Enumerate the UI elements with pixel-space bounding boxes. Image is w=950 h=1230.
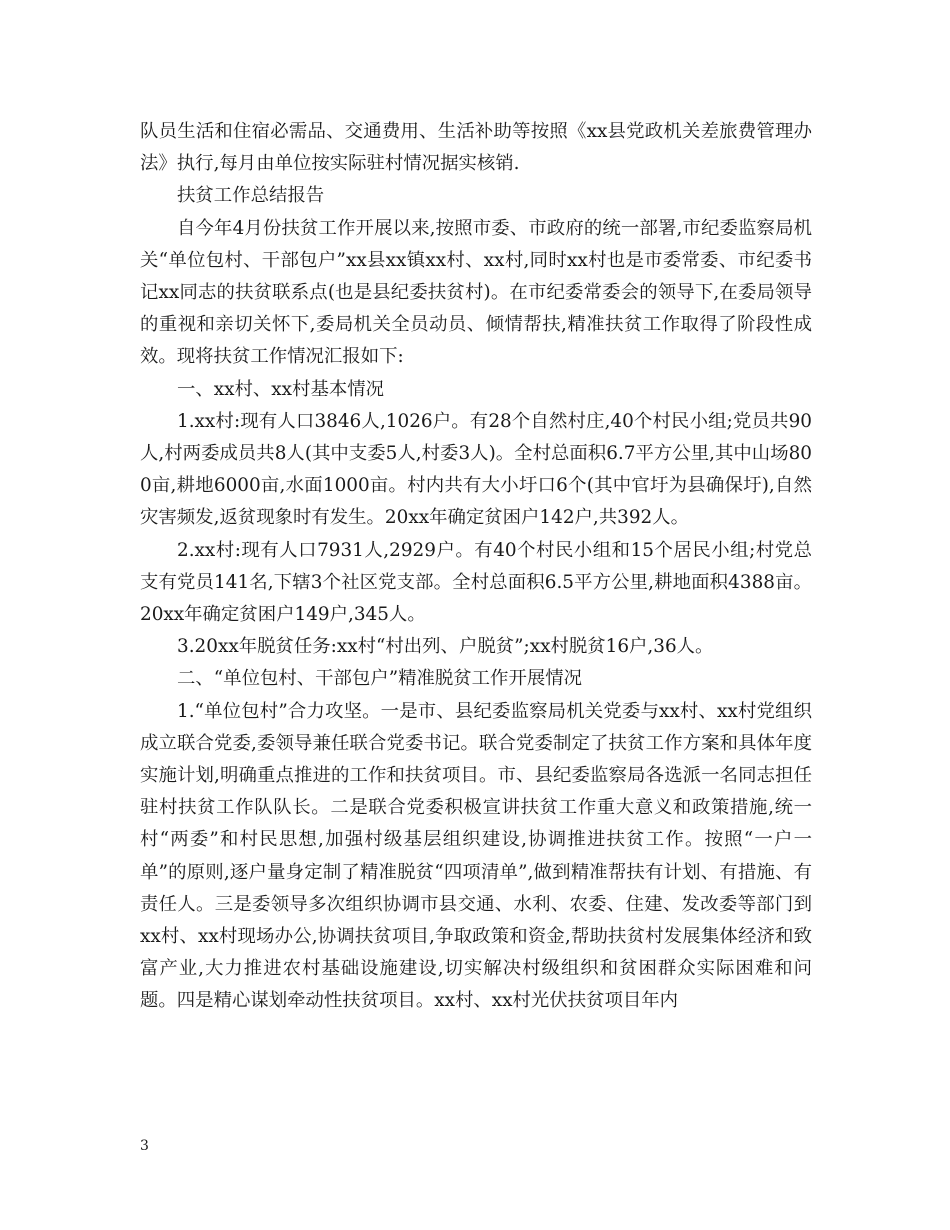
paragraph-poverty-task: 3.20xx年脱贫任务:xx村“村出列、户脱贫”;xx村脱贫16户,36人。 bbox=[177, 636, 714, 658]
document-body bbox=[140, 116, 812, 1018]
heading-basic-situation: 一、xx村、xx村基本情况 bbox=[177, 378, 385, 400]
paragraph-village-2: 2.xx村:现有人口7931人,2929户。有40个村民小组和15个居民小组;村党总支有党员141名,下辖3个社区党支部。全村总面积6.5平方公里,耕地面积4388亩。20xx年确定贫困户149户,345人。 bbox=[140, 539, 812, 626]
paragraph-village-1: 1.xx村:现有人口3846人,1026户。有28个自然村庄,40个村民小组;党员共90人,村两委成员共8人(其中支委5人,村委3人)。全村总面积6.7平方公里,其中山场800亩,耕地6000亩,水面1000亩。村内共有大小圩口6个(其中官圩为县确保圩),自然灾害频发,返贫现象时有发生。20xx年确定贫困户142户,共392人。 bbox=[140, 410, 812, 529]
paragraph-intro: 自今年4月份扶贫工作开展以来,按照市委、市政府的统一部署,市纪委监察局机关“单位包村、干部包户”xx县xx镇xx村、xx村,同时xx村也是市委常委、市纪委书记xx同志的扶贫联系点(也是县纪委扶贫村)。在市纪委常委会的领导下,在委局领导的重视和亲切关怀下,委局机关全员动员、倾情帮扶,精准扶贫工作取得了阶段性成效。现将扶贫工作情况汇报如下: bbox=[140, 217, 812, 368]
paragraph-continuation: 队员生活和住宿必需品、交通费用、生活补助等按照《xx县党政机关差旅费管理办法》执行,每月由单位按实际驻村情况据实核销. bbox=[140, 121, 812, 175]
heading-work-progress: 二、“单位包村、干部包户”精准脱贫工作开展情况 bbox=[177, 668, 583, 690]
page-number: 3 bbox=[140, 1138, 149, 1154]
section-title: 扶贫工作总结报告 bbox=[177, 185, 325, 207]
paragraph-unit-village: 1.“单位包村”合力攻坚。一是市、县纪委监察局机关党委与xx村、xx村党组织成立联合党委,委领导兼任联合党委书记。联合党委制定了扶贫工作方案和具体年度实施计划,明确重点推进的工作和扶贫项目。市、县纪委监察局各选派一名同志担任驻村扶贫工作队队长。二是联合党委积极宣讲扶贫工作重大意义和政策措施,统一村“两委”和村民思想,加强村级基层组织建设,协调推进扶贫工作。按照“一户一单”的原则,逐户量身定制了精准脱贫“四项清单”,做到精准帮扶有计划、有措施、有责任人。三是委领导多次组织协调市县交通、水利、农委、住建、发改委等部门到xx村、xx村现场办公,协调扶贫项目,争取政策和资金,帮助扶贫村发展集体经济和致富产业,大力推进农村基础设施建设,切实解决村级组织和贫困群众实际困难和问题。四是精心谋划牵动性扶贫项目。xx村、xx村光伏扶贫项目年内 bbox=[140, 700, 812, 1012]
